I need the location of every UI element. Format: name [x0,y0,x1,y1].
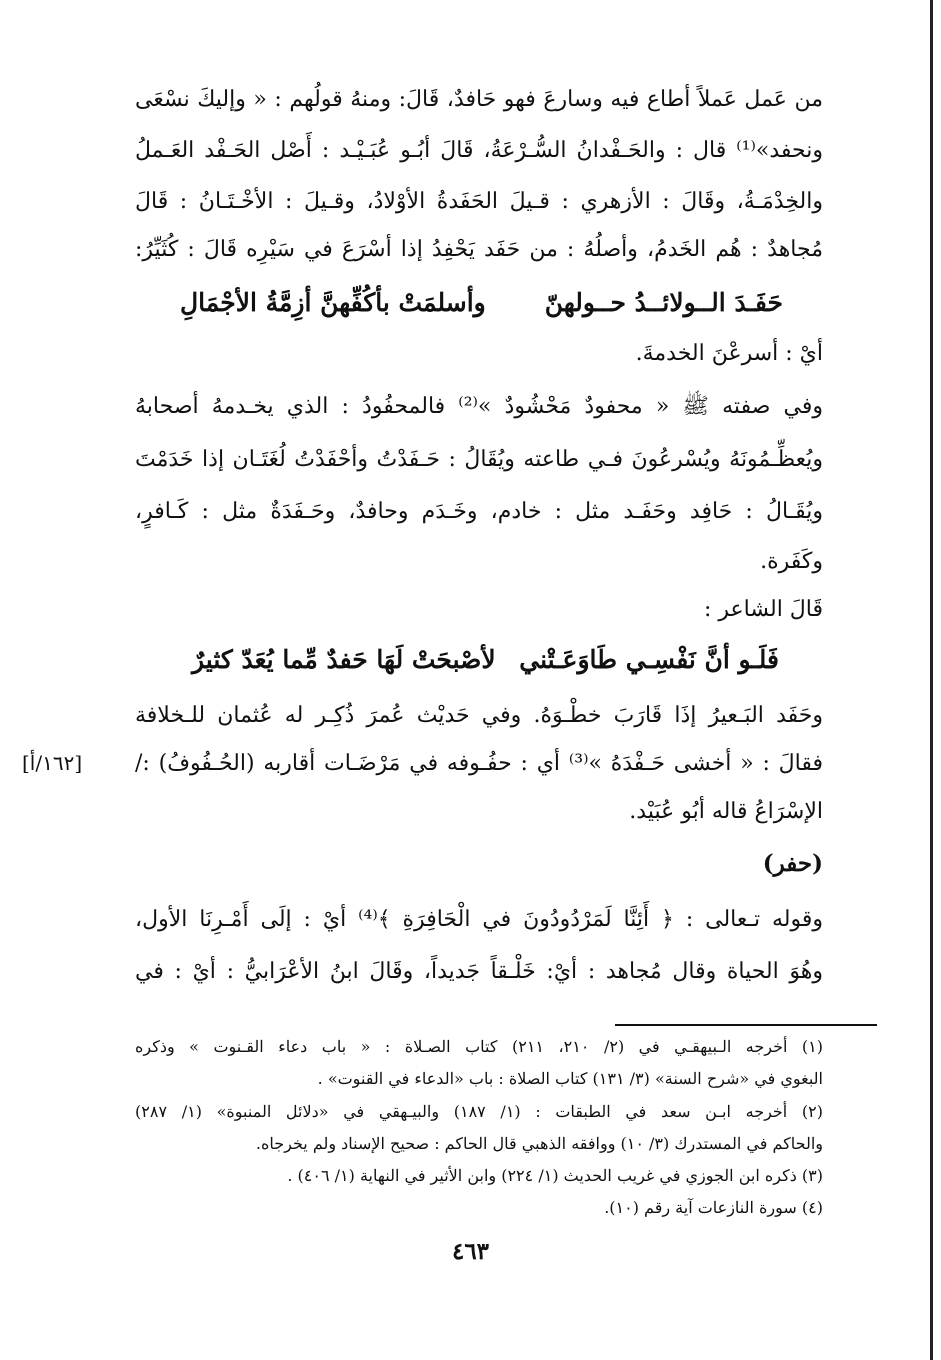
body-line: والخِدْمَـةُ، وقَالَ : الأزهري : قـيلَ الحَفَدةُ الأوْلادُ، وقـيلَ : الأخْـتَـانُ : قَالَ [135,189,823,214]
body-line: مُجاهدٌ : هُم الخَدمُ، وأصلُهُ : من حَفَد يَحْفِدُ إذا أسْرَعَ في سَيْرِه قَالَ : كُثَيِّرُ: [135,237,823,262]
body-line: الإسْرَاعُ قاله أبُو عُبَيْد. [629,799,823,824]
verse-hemistich-left: وأسلمَتْ بأكُفِّهنَّ أزِمَّةُ الأجْمَالِ [180,288,486,317]
verse-hemistich-right: حَفَـدَ الــولائــدُ حــولهنّ [544,288,783,317]
body-line: أيْ : أسرعْنَ الخدمةَ. [635,341,823,366]
margin-folio-note: [١٦٢/أ] [22,751,83,775]
footnote-separator [615,1024,877,1026]
body-line: من عَمل عَملاً أطاع فيه وسارعَ فهو حَافدٌ، قَالَ: ومنهُ قولُهم : « وإليكَ نسْعَى [135,87,823,112]
body-line: وحَفَد البَـعيرُ إذَا قَارَبَ خطْـوَهُ. وفي حَديْث عُمرَ ذُكِـر له عُثمان للـخلافة [135,703,823,728]
footnote-line: (٢) أخرجه ابـن سعد في الطبقات : (١/ ١٨٧) والبيـهقي في «دلائل المنبوة» (١/ ٢٨٧) [135,1102,823,1121]
footnote-line: (٤) سورة النازعات آية رقم (١٠). [604,1198,823,1217]
body-line: ونحفد»⁽¹⁾ قال : والحَـفْدانُ السُّـرْعَةُ، قَالَ أبُـو عُبَـيْـد : أَصْل الحَـفْد العَـملُ [135,138,823,163]
body-line: وقوله تـعالى : ﴿ أَئِنَّا لَمَرْدُودُونَ في الْحَافِرَةِ ﴾⁽⁴⁾ أيْ : إلَى أَمْـرِنَا الأول، [135,907,823,932]
verse-hemistich-right: فَلَـو أنَّ نَفْسِـي طَاوَعَـتْني [519,645,779,674]
body-line: فقالَ : « أخشى حَـفْدَهُ »⁽³⁾ أي : حفُـوفه في مَرْضَـات أقاربه (الحُـفُوفُ) :/ [135,751,823,776]
footnote-line: البغوي في «شرح السنة» (٣/ ١٣١) كتاب الصلاة : باب «الدعاء في القنوت» . [317,1069,823,1088]
footnote-line: (٣) ذكره ابن الجوزي في غريب الحديث (١/ ٢٢٤) وابن الأثير في النهاية (١/ ٤٠٦) . [287,1166,823,1185]
body-line: وهُوَ الحياة وقال مُجاهد : أيْ: خَلْـقاً جَديداً، وقَالَ ابنُ الأعْرَابيُّ : أيْ : في [135,959,823,984]
footnote-line: (١) أخرجه الـبيهقـي في (٢/ ٢١٠، ٢١١) كتاب الصـلاة : « باب دعاء القـنوت » وذكره [135,1037,824,1056]
footnote-line: والحاكم في المستدرك (٣/ ١٠) ووافقه الذهبي قال الحاكم : صحيح الإسناد ولم يخرجاه. [255,1134,823,1153]
page-edge-line [930,0,933,1360]
body-line: وكَفَرة. [760,549,823,574]
verse-hemistich-left: لأصْبحَتْ لَهَا حَفدٌ مِّما يُعَدّ كثيرٌ [192,645,496,674]
entry-heading: (حفر) [762,850,823,877]
poet-label: قَالَ الشاعر : [703,597,823,622]
page-number: ٤٦٣ [451,1238,490,1265]
body-line: ويُعظِّـمُونَهُ ويُسْرعُونَ فـي طاعته ويُقَالُ : حَـفَدْتُ وأحْفَدْتُ لُغَتَـان إذا خَدَمْتَ [135,447,823,472]
body-line: ويُقَـالُ : حَافِد وحَفَـد مثل : خادم، وخَـدَم وحافدٌ، وحَـفَدَةٌ مثل : كَـافرٍ، [135,499,823,524]
body-line: وفي صفته ﷺ « محفودٌ مَحْشُودٌ »⁽²⁾ فالمحفُودُ : الذي يخـدمهُ أصحابهُ [135,394,823,419]
